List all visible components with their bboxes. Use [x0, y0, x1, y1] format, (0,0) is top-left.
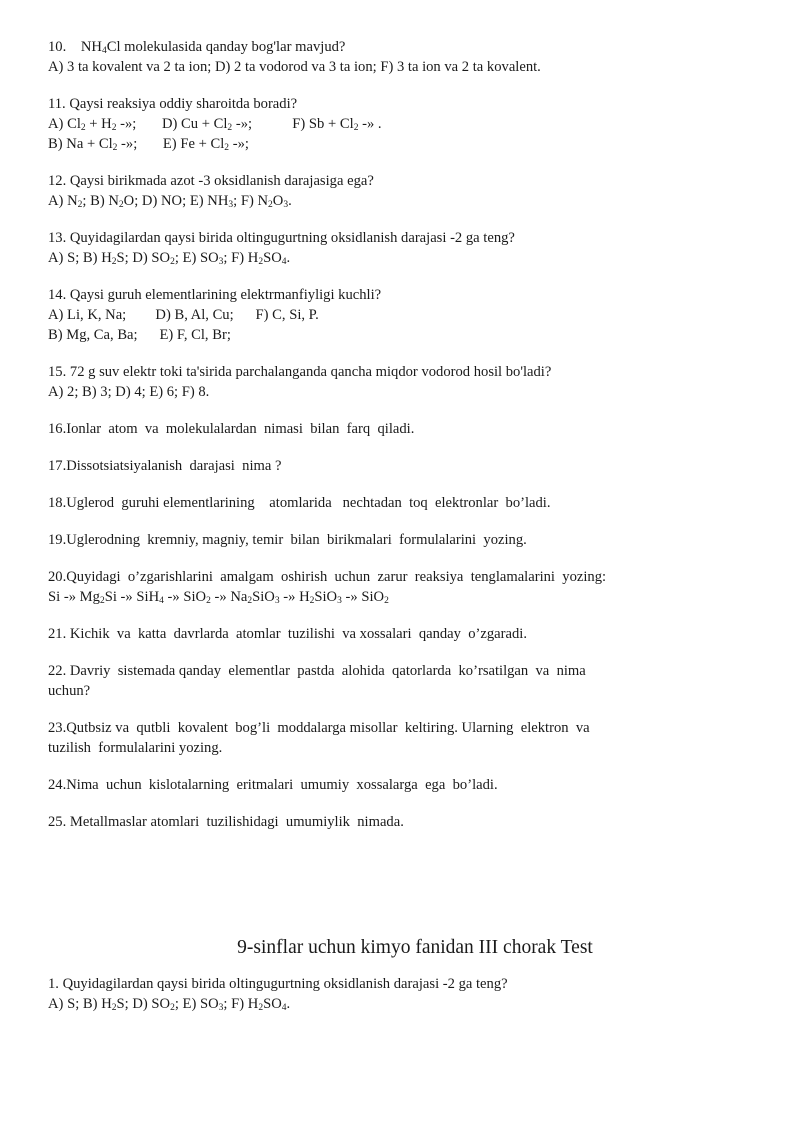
question-text: 1. Quyidagilardan qaysi birida oltingugurtning oksidlanish darajasi -2 ga teng?: [48, 976, 508, 992]
question-q12: [48, 171, 728, 211]
question-text: 17.Dissotsiatsiyalanish darajasi nima ?: [48, 458, 282, 474]
question-line: B) $Na + Cl_2$ -»; E) $Fe + Cl_2$ -»;: [48, 136, 249, 153]
question-text: 23.Qutbsiz va qutbli kovalent bog’li moddalarga misollar keltiring. Ularning elektron va: [48, 720, 590, 736]
question-q1: [48, 974, 728, 1014]
question-q19: [48, 530, 728, 550]
question-line: uchun?: [48, 683, 91, 699]
question-text: 13. Quyidagilardan qaysi birida oltingugurtning oksidlanish darajasi -2 ga teng?: [48, 230, 515, 246]
question-q17: [48, 456, 728, 476]
question-text: 22. Davriy sistemada qanday elementlar pastda alohida qatorlarda ko’rsatilgan va nima: [48, 663, 586, 679]
question-text: 15. 72 g suv elektr toki ta'sirida parchalanganda qancha miqdor vodorod hosil bo'ladi?: [48, 364, 552, 380]
question-q25: [48, 812, 728, 832]
question-q10: [48, 37, 728, 77]
question-text: 11. Qaysi reaksiya oddiy sharoitda boradi?: [48, 96, 298, 112]
question-text: 18.Uglerod guruhi elementlarining atomlarida nechtadan toq elektronlar bo’ladi.: [48, 495, 551, 511]
question-line: A) Li, K, Na; D) B, Al, Cu; F) C, Si, P.: [48, 307, 319, 323]
question-text: 19.Uglerodning kremniy, magniy, temir bilan birikmalari formulalarini yozing.: [48, 532, 527, 548]
question-q18: [48, 493, 728, 513]
question-q22: [48, 661, 728, 701]
spacer: [48, 832, 728, 938]
question-q24: [48, 775, 728, 795]
question-line: A) S; B) $H_2S$; D) $SO_2$; E) $SO_3$; F) $H_2SO_4$.: [48, 996, 291, 1013]
question-text: 10. $NH_4Cl$ molekulasida qanday bog'lar mavjud?: [48, 39, 346, 56]
question-text: 20.Quyidagi o’zgarishlarini amalgam oshirish uchun zarur reaksiya tenglamalarini yozing:: [48, 569, 607, 585]
question-text: 25. Metallmaslar atomlari tuzilishidagi umumiylik nimada.: [48, 814, 404, 830]
question-q21: [48, 624, 728, 644]
question-text: 14. Qaysi guruh elementlarining elektrmanfiyligi kuchli?: [48, 287, 382, 303]
question-q20: [48, 567, 728, 607]
question-q13: [48, 228, 728, 268]
question-text: 12. Qaysi birikmada azot -3 oksidlanish darajasiga ega?: [48, 173, 374, 189]
question-line: A) 3 ta kovalent va 2 ta ion; D) 2 ta vodorod va 3 ta ion; F) 3 ta ion va 2 ta kovalent.: [48, 59, 541, 75]
question-line: B) Mg, Ca, Ba; E) F, Cl, Br;: [48, 327, 231, 343]
question-text: 21. Kichik va katta davrlarda atomlar tuzilishi va xossalari qanday o’zgaradi.: [48, 626, 527, 642]
question-text: 16.Ionlar atom va molekulalardan nimasi bilan farq qiladi.: [48, 421, 415, 437]
section-title: 9-sinflar uchun kimyo fanidan III chorak Test: [237, 937, 593, 958]
question-line: A) $N_2$; B) $N_2O$; D) NO; E) $NH_3$; F) $N_2O_3$.: [48, 193, 292, 210]
question-line: tuzilish formulalarini yozing.: [48, 740, 223, 756]
question-list-2: [48, 974, 728, 1014]
question-q23: [48, 718, 728, 758]
question-q14: [48, 285, 728, 345]
question-list: [48, 37, 728, 832]
question-line: Si -» $Mg_2Si$ -» SiH$_4$ -» SiO$_2$ -» $Na_2SiO_3$ -» $H_2SiO_3$ -» SiO$_2$: [48, 589, 389, 606]
question-q11: [48, 94, 728, 154]
question-line: A) 2; B) 3; D) 4; E) 6; F) 8.: [48, 384, 210, 400]
question-q16: [48, 419, 728, 439]
question-text: 24.Nima uchun kislotalarning eritmalari umumiy xossalarga ega bo’ladi.: [48, 777, 498, 793]
question-line: A) $Cl_2 + H_2$ -»; D) $Cu + Cl_2$ -»; F) $Sb + Cl_2$ -» .: [48, 116, 382, 133]
worksheet: [48, 37, 728, 1014]
question-q15: [48, 362, 728, 402]
question-line: A) S; B) $H_2S$; D) $SO_2$; E) $SO_3$; F) $H_2SO_4$.: [48, 250, 291, 267]
